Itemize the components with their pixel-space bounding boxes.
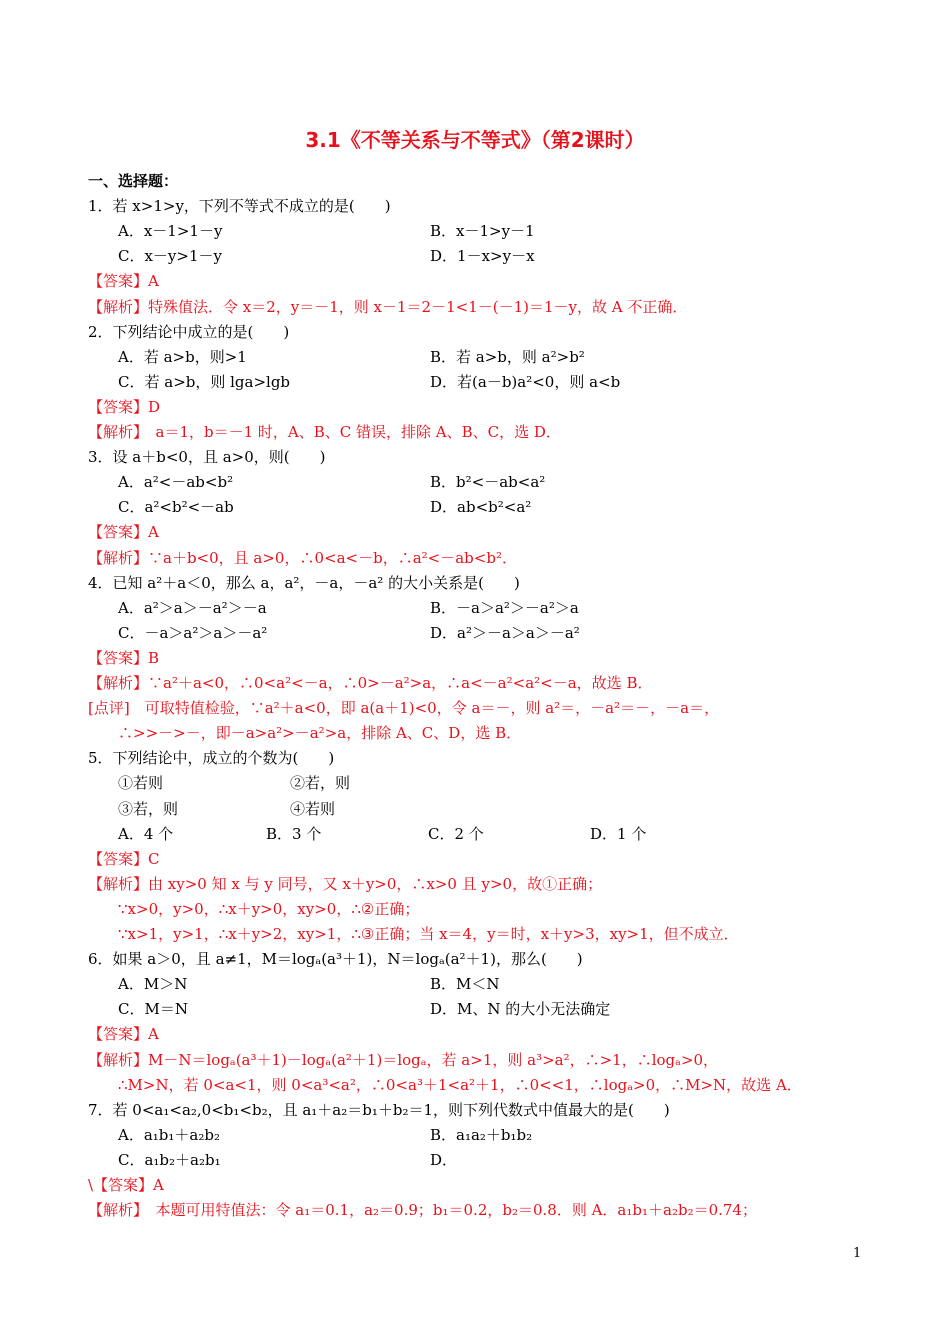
option-right: D．M、N 的大小无法确定 xyxy=(430,1000,611,1019)
text-line: 【答案】B xyxy=(88,648,160,667)
text-line: C．－a＞a²＞a＞－a² xyxy=(118,623,268,642)
text-line: C．若 a>b，则 lga>lgb xyxy=(118,372,291,391)
option-right: ②若，则 xyxy=(290,774,351,793)
text-line: 【解析】由 xy>0 知 x 与 y 同号，又 x＋y>0，∴x>0 且 y>0，故①正确； xyxy=(88,874,603,893)
text-line: ①若则 xyxy=(118,774,164,793)
text-line: 【解析】特殊值法．令 x＝2，y＝－1，则 x－1＝2－1<1－(－1)＝1－y，故 A 不正确． xyxy=(88,297,688,316)
text-line: ∵x>1，y>1，∴x＋y>2，xy>1，∴③正确；当 x＝4，y＝时，x＋y>3，xy>1，但不成立． xyxy=(118,925,739,943)
text-line: 5．下列结论中，成立的个数为( ) xyxy=(88,749,335,768)
option-right: B．x－1>y－1 xyxy=(430,222,535,241)
text-line: A．a²＞a＞－a²＞－a xyxy=(118,598,267,617)
text-line: 【解析】M－N＝logₐ(a³＋1)－logₐ(a²＋1)＝logₐ，若 a>1，则 a³>a²，∴>1，∴logₐ>0， xyxy=(88,1050,719,1069)
page-title: 3.1《不等关系与不等式》（第2课时） xyxy=(305,128,645,152)
option-right: B．M＜N xyxy=(430,975,500,994)
option-right: D．1－x>y－x xyxy=(430,247,535,266)
text-line: C．x－y>1－y xyxy=(118,247,222,266)
text-line: A．a²<－ab<b² xyxy=(118,473,234,492)
text-line: 一、选择题： xyxy=(88,172,179,190)
text-line: 【解析】 a＝1，b＝－1 时，A、B、C 错误，排除 A、B、C，选 D． xyxy=(88,423,561,441)
option-c: C．2 个 xyxy=(428,824,484,843)
text-line: C．a₁b₂＋a₂b₁ xyxy=(118,1150,221,1169)
text-line: 4．已知 a²＋a＜0，那么 a，a²，－a，－a² 的大小关系是( ) xyxy=(88,573,520,592)
text-line: ③若，则 xyxy=(118,799,179,818)
option-right: D． xyxy=(430,1150,458,1169)
text-line: 【解析】∵a²＋a<0，∴0<a²<－a，∴0>－a²>a，∴a<－a²<a²<－a，故选 B． xyxy=(88,674,653,692)
text-line: 【解析】∵a＋b<0，且 a>0，∴0<a<－b，∴a²<－ab<b²． xyxy=(88,548,517,567)
option-right: D．ab<b²<a² xyxy=(430,498,532,517)
text-line: \【答案】A xyxy=(88,1176,164,1194)
text-line: 【解析】 本题可用特值法：令 a₁＝0.1，a₂＝0.9；b₁＝0.2，b₂＝0.8．则 A．a₁b₁＋a₂b₂＝0.74； xyxy=(88,1201,757,1220)
option-right: D．a²＞－a＞a＞－a² xyxy=(430,623,580,642)
text-line: ∴M>N，若 0<a<1，则 0<a³<a²，∴0<a³＋1<a²＋1，∴0<<1，∴logₐ>0，∴M>N，故选 A． xyxy=(118,1075,802,1094)
text-line: A．4 个 xyxy=(118,824,174,843)
option-right: B．－a＞a²＞－a²＞a xyxy=(430,598,579,617)
text-line: 【答案】A xyxy=(88,1025,159,1044)
text-line: C．M＝N xyxy=(118,1000,188,1019)
text-line: 【答案】A xyxy=(88,272,159,291)
text-line: ∵x>0，y>0，∴x＋y>0，xy>0，∴②正确； xyxy=(118,899,420,918)
text-line: [点评] 可取特值检验，∵a²＋a<0，即 a(a＋1)<0，令 a＝－，则 a²＝，－a²＝－，－a＝， xyxy=(88,699,720,718)
text-line: 6．如果 a＞0，且 a≠1，M＝logₐ(a³＋1)，N＝logₐ(a²＋1)，那么( ) xyxy=(88,950,583,969)
option-right: B．若 a>b，则 a²>b² xyxy=(430,347,585,366)
text-line: 7．若 0<a₁<a₂,0<b₁<b₂，且 a₁＋a₂＝b₁＋b₂＝1，则下列代数式中值最大的是( ) xyxy=(88,1100,670,1119)
option-b: B．3 个 xyxy=(266,824,322,843)
text-line: 2．下列结论中成立的是( ) xyxy=(88,322,290,341)
text-line: ∴>>－>－，即－a>a²>－a²>a，排除 A、C、D，选 B． xyxy=(118,724,522,743)
text-line: A．若 a>b，则>1 xyxy=(118,347,247,366)
text-line: 【答案】D xyxy=(88,397,161,416)
text-line: A．x－1>1－y xyxy=(118,222,223,241)
text-line: 【答案】C xyxy=(88,849,160,868)
text-line: 【答案】A xyxy=(88,523,159,542)
text-line: C．a²<b²<－ab xyxy=(118,498,234,517)
page-number: 1 xyxy=(853,1246,862,1261)
option-right: D．若(a－b)a²<0，则 a<b xyxy=(430,372,621,391)
option-right: B．a₁a₂＋b₁b₂ xyxy=(430,1125,533,1144)
text-line: A．a₁b₁＋a₂b₂ xyxy=(118,1125,220,1144)
text-line: 3．设 a＋b<0，且 a>0，则( ) xyxy=(88,448,326,467)
option-right: ④若则 xyxy=(290,799,336,818)
text-line: A．M＞N xyxy=(118,975,188,994)
text-line: 1．若 x>1>y，下列不等式不成立的是( ) xyxy=(88,197,391,216)
option-right: B．b²<－ab<a² xyxy=(430,473,546,492)
option-d: D．1 个 xyxy=(590,824,647,843)
